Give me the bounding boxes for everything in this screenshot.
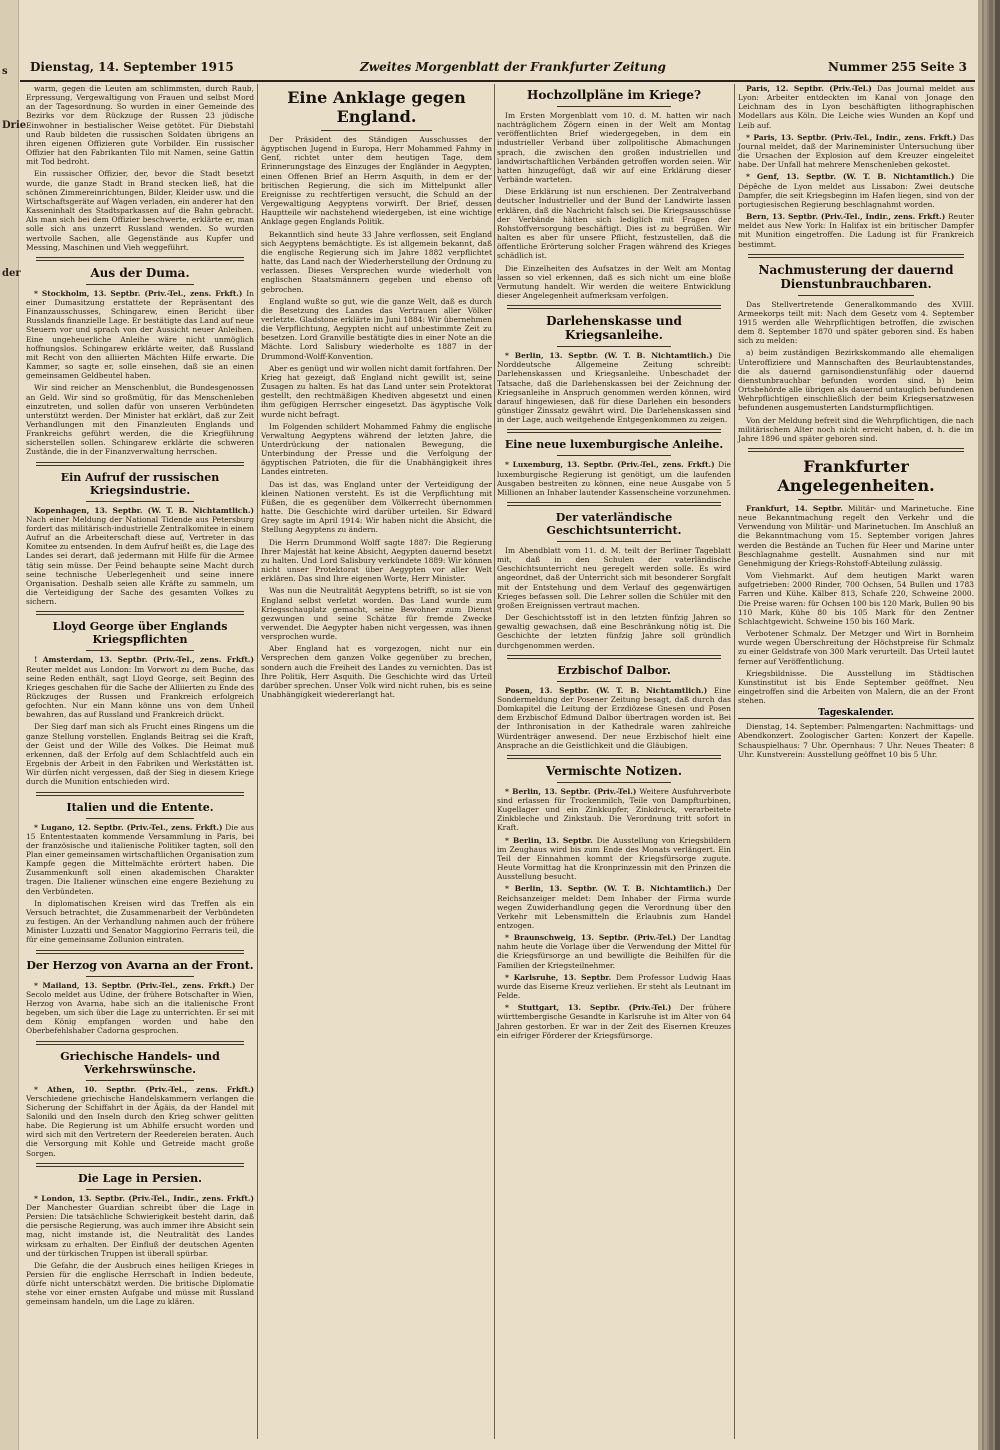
headline-rule — [798, 499, 914, 500]
article-paragraph — [497, 460, 731, 497]
dateline: * Mailand, 13. Septbr. (Priv.-Tel., zens. Frkft.) — [34, 980, 236, 990]
section-separator — [748, 254, 964, 258]
dateline: Bern, 13. Septbr. (Priv.-Tel., Indir., zens. Frkft.) — [746, 212, 946, 222]
article-paragraph — [738, 722, 974, 759]
article-paragraph — [261, 422, 492, 477]
section-separator — [507, 655, 721, 659]
article-paragraph — [738, 571, 974, 626]
paragraph-text: Wir sind reicher an Menschenblut, die Bundesgenossen an Geld. Wir sind so großmütig, für das Menschenleben einzutreten, und sollen dafür von unseren Verbündeten unterstützt werden. Der Minister hat erklärt, daß zur Zeit Verhandlungen mit den Finanzleuten Englands und Frankreichs geführt werden, die die Kriegführung sicherstellen sollen. Schingarew erklärte die schweren Zustände, die in der Finanzverwaltung herrschen. — [26, 383, 254, 457]
header-date: Dienstag, 14. September 1915 — [30, 60, 234, 74]
article-paragraph — [497, 973, 731, 1000]
article-paragraph — [497, 933, 731, 970]
paragraph-text: Im Folgenden schildert Mohammed Fahmy die englische Verwaltung Aegyptens während der letzten Jahre, die Unterdrückung der nationalen Bewegung, die Unterbindung der Presse und die Verfolgung der ägyptischen Patrioten, die für die Unabhängigkeit ihres Landes eintreten. — [261, 421, 492, 477]
article-paragraph — [26, 169, 254, 251]
paragraph-text: Aber England hat es vorgezogen, nicht nur ein Versprechen dem ganzen Volke gegenüber zu brechen, sondern auch die Freiheit des Landes zu vernichten. Das ist Ihre Politik, Herr Asquith. Die Geschichte wird das Urteil darüber sprechen. Unser Volk wird nicht ruhen, bis es seine Unabhängigkeit wiedererlangt hat. — [261, 644, 492, 700]
article-paragraph — [261, 297, 492, 361]
column-3 — [497, 84, 731, 1439]
paragraph-text: Der Reichsanzeiger meldet: Dem Inhaber der Firma wurde wegen Zuwiderhandlung gegen die Verordnung über den Verkehr mit Lebensmitteln die Erlaubnis zum Handel entzogen. — [497, 884, 731, 930]
paragraph-text: Das ist das, was England unter der Verteidigung der kleinen Nationen versteht. Es ist die Verpflichtung mit Füßen, die es gegenüber dem Völkerrecht übernommen hatte. Die Geschichte wird darüber urteilen. Sir Edward Grey sagte im April 1914: Wir haben nicht die Absicht, die Stellung Aegyptens zu ändern. — [261, 479, 492, 535]
article-paragraph — [497, 264, 731, 301]
headline-rule — [86, 284, 194, 285]
article-paragraph — [261, 135, 492, 227]
dateline: * Luxemburg, 13. Septbr. (Priv.-Tel., zens. Frkft.) — [505, 460, 715, 470]
article-headline: Lloyd George über Englands Kriegspflichten — [52, 620, 228, 647]
dateline: Posen, 13. Septbr. (W. T. B. Nichtamtlich.) — [505, 685, 708, 695]
article-paragraph — [26, 506, 254, 607]
dateline: * Stockholm, 13. Septbr. (Priv.-Tel., zens. Frkft.) — [34, 288, 243, 298]
article-paragraph — [26, 84, 254, 166]
headline-rule — [86, 1189, 194, 1190]
paragraph-text: Militär- und Marinetuche. Eine neue Bekanntmachung regelt den Verkehr und die Verwendung von Militär- und Marinetuchen. Im Anschluß an die Bekanntmachung vom 15. September vorigen Jahres werden die Bestände an Tuchen für Heer und Marine unter Beschlagnahme gestellt. Ausnahmen sind nur mit Genehmigung der Kriegs-Rohstoff-Abteilung zulässig. — [738, 504, 975, 568]
paragraph-text: Die Norddeutsche Allgemeine Zeitung schreibt: Darlehenskassen und Kriegsanleihe. Unbeschadet der Tatsache, daß die Darlehenskassen bei der Zeichnung der Kriegsanleihe in Anspruch genommen werden können, wird darauf hingewiesen, daß für diese Darlehen ein besonders günstiger Zinssatz gewährt wird. Die Darlehenskassen sind in der Lage, auch weitgehende Entgegenkommen zu zeigen. — [497, 351, 731, 425]
dateline: * Athen, 10. Septbr. (Priv.-Tel., zens. Frkft.) — [34, 1084, 254, 1094]
paragraph-text: Die luxemburgische Regierung ist genötigt, um die laufenden Ausgaben bestreiten zu können, eine neue Ausgabe von 5 Millionen an Inhaber lautender Kassenscheine vorzunehmen. — [497, 460, 731, 497]
dateline: ! Amsterdam, 13. Septbr. (Priv.-Tel., zens. Frkft.) — [34, 655, 254, 665]
article-headline: Darlehenskasse und Kriegsanleihe. — [546, 314, 682, 343]
article-paragraph — [738, 300, 974, 346]
paragraph-text: Die Dépêche de Lyon meldet aus Lissabon: Zwei deutsche Dampfer, die seit Kriegsbeginn im Hafen liegen, sind von der portugiesischen Regierung beschlagnahmt worden. — [738, 172, 974, 209]
article-paragraph — [26, 1194, 254, 1258]
article-headline: Die Lage in Persien. — [78, 1171, 202, 1185]
section-separator — [507, 755, 721, 759]
headline-rule — [557, 782, 671, 783]
dateline: * Berlin, 13. Septbr. (Priv.-Tel.) — [505, 786, 637, 796]
article-headline: Nachmusterung der dauernd Dienstunbrauchbaren. — [758, 262, 954, 291]
article-paragraph — [26, 655, 254, 719]
paragraph-text: Der Landtag nahm heute die Vorlage über die Verwendung der Mittel für die Kriegsfürsorge an und bewilligte die Beihilfen für die Familien der Kriegsteilnehmer. — [497, 933, 731, 970]
paragraph-text: Ein russischer Offizier, der, bevor die Stadt besetzt wurde, die ganze Stadt in Brand stecken ließ, hat die schönen Zimmereinrichtungen, Bilder, Kleider usw. und die Wirtschaftsgeräte auf Wagen verladen, ein anderer hat den Kasseninhalt des Stadtsparkassen auf die Bahn gebracht. Als man sich bei dem Offizier beschwerte, erklärte er, man solle sich ans unzerrt Russland wenden. So wurden wertvolle Sachen, alle Gegenstände aus Kupfer und Messing, Maschinen und Vieh weggeführt. — [26, 169, 254, 252]
article-paragraph — [738, 348, 974, 412]
headline-rule — [557, 541, 671, 542]
article-paragraph — [497, 111, 731, 184]
paragraph-text: England wußte so gut, wie die ganze Welt, daß es durch die Besetzung des Landes das Vertrauen aller Völker verletzte. Gladstone erklärte im Juni 1884: Wir übernehmen die Verpflichtung, Aegypten nicht auf unbestimmte Zeit zu besetzen. Lord Granville bestätigte dies in einer Note an die Mächte. Lord Salisbury wiederholte es 1887 in der Drummond-Wolff-Konvention. — [261, 296, 492, 361]
left-strip-fragment: Drie — [2, 120, 27, 131]
article-headline: Hochzollpläne im Kriege? — [526, 88, 701, 102]
dateline: * Paris, 13. Septbr. (Priv.-Tel., Indir., zens. Frkft.) — [746, 132, 957, 142]
headline-rule — [557, 681, 671, 682]
headline-rule — [86, 976, 194, 977]
paragraph-text: Der Sieg darf man sich als Frucht eines Ringens um die ganze Stellung vorstellen. Englands Beitrag sei die Kraft, der Geist und der Wille des Volkes. Die Heimat muß erkennen, daß der Erfolg auf dem Schlachtfeld auch ein Ergebnis der Arbeit in den Fabriken und Werkstätten ist. Wir dürfen nicht vergessen, daß der Sieg in diesem Kriege durch die Munition entschieden wird. — [26, 722, 254, 787]
header-page-number: Nummer 255 Seite 3 — [827, 60, 967, 74]
article-paragraph — [497, 1003, 731, 1040]
dateline: * London, 13. Septbr. (Priv.-Tel., Indir., zens. Frkft.) — [34, 1193, 254, 1203]
headline-rule — [86, 650, 194, 651]
column-rule — [734, 84, 735, 1439]
paragraph-text: Eine Sondermeldung der Posener Zeitung besagt, daß durch das Domkapitel die Leitung der Erzdiözese Gnesen und Posen dem Erzbischof Edmund Dalbor übertragen worden ist. Bei der Inthronisation in der Kathedrale waren zahlreiche Würdenträger anwesend. Der neue Erzbischof hielt eine Ansprache an die Geistlichkeit und die Gläubigen. — [497, 685, 731, 750]
paragraph-text: Das Stellvertretende Generalkommando des XVIII. Armeekorps teilt mit: Nach dem Gesetz vom 4. September 1915 werden alle Wehrpflichtigen betroffen, die zwischen dem 8. September 1870 und später geboren sind. Es haben sich zu melden: — [738, 299, 974, 346]
dateline: * Stuttgart, 13. Septbr. (Priv.-Tel.) — [505, 1003, 672, 1013]
paragraph-text: Der Präsident des Ständigen Ausschusses der ägyptischen Jugend in Europa, Herr Mohammed Fahmy in Genf, richtet unter dem heutigen Tage, dem Erinnerungstage des Einzuges der Engländer in Aegypten, einen Offenen Brief an Herrn Asquith, in dem er der britischen Regierung, die sich im Mittelpunkt aller Ereignisse zu rechtfertigen versucht, die Schuld an der Vergewaltigung Aegyptens vorwirft. Der Brief, dessen Hauptteile wir nachstehend wiedergeben, ist eine wichtige Anklage gegen Englands Politik. — [261, 135, 492, 227]
paragraph-text: Die Herrn Drummond Wolff sagte 1887: Die Regierung Ihrer Majestät hat keine Absicht, Aegypten dauernd besetzt zu halten. Und Lord Salisbury verkündete 1889: Wir können nicht unser Protektorat über Aegypten vor aller Welt erklären. Das sind Ihre eigenen Worte, Herr Minister. — [261, 537, 492, 584]
section-separator — [36, 1163, 244, 1167]
article-paragraph — [26, 383, 254, 456]
section-separator — [748, 448, 964, 452]
dateline: * Braunschweig, 13. Septbr. (Priv.-Tel.) — [505, 933, 677, 943]
paragraph-text: In diplomatischen Kreisen wird das Treffen als ein Versuch betrachtet, die Zusammenarbeit der Verbündeten zu festigen. An der Verhandlung nahmen auch der frühere Minister Luzzatti und Senator Maggiorino Ferraris teil, die für eine gemeinsame Zollunion eintraten. — [26, 898, 254, 945]
section-separator — [36, 792, 244, 796]
section-separator — [36, 611, 244, 615]
paragraph-text: Von der Meldung befreit sind die Wehrpflichtigen, die nach militärischem Alter noch nicht erreicht haben, d. h. die im Jahre 1896 und später geboren sind. — [738, 415, 974, 443]
paragraph-text: Die Ausstellung von Kriegsbildern im Zeughaus wird bis zum Ende des Monats verlängert. Ein Teil der Einnahmen kommt der Kriegsfürsorge zugute. Heute Vormittag hat die Kronprinzessin mit den Prinzen die Ausstellung besucht. — [497, 835, 732, 882]
headline-rule — [86, 501, 194, 502]
article-paragraph — [738, 629, 974, 666]
article-paragraph — [261, 364, 492, 419]
paragraph-text: Diese Erklärung ist nun erschienen. Der Zentralverband deutscher Industrieller und der Bund der Landwirte lassen erklären, daß die Nachricht falsch sei. Die Kriegsausschüsse der Verbände hätten sich lediglich mit Fragen der Rohstoffversorgung beschäftigt. Dies ist zu begrüßen. Wir halten es aber für unsere Pflicht, festzustellen, daß die öffentliche Erörterung solcher Fragen während des Krieges schädlich ist. — [497, 187, 731, 261]
paragraph-text: Was nun die Neutralität Aegyptens betrifft, so ist sie von England selbst verletzt worden. Das Land wurde zum Kriegsschauplatz gemacht, seine Bewohner zum Dienst gezwungen und seine Schätze für fremde Zwecke verwendet. Die Aegypter haben nicht vergessen, was ihnen versprochen wurde. — [261, 586, 492, 642]
section-separator — [36, 950, 244, 954]
article-headline: Ein Aufruf der russischen Kriegsindustrie. — [60, 470, 220, 497]
left-strip-fragment: s — [2, 66, 8, 77]
paragraph-text: Kriegsbildnisse. Die Ausstellung im Städtischen Kunstinstitut ist bis Ende September geöffnet. Neu eingetroffen sind die Arbeiten von Malern, die an der Front stehen. — [738, 668, 974, 706]
column-2 — [261, 84, 492, 1439]
paragraph-text: Weitere Ausfuhrverbote sind erlassen für Trockenmilch, Teile von Dampfturbinen, Kugellager und ein Zinkkupfer, Zinkdruck, verarbeitete Zinkbleche und Zinkstaub. Die Verordnung tritt sofort in Kraft. — [497, 786, 731, 833]
headline-rule — [86, 818, 194, 819]
headline-rule — [557, 455, 671, 456]
article-paragraph — [738, 84, 974, 130]
paragraph-text: Der Geschichtsstoff ist in den letzten fünfzig Jahren so gewaltig gewachsen, daß eine Beschränkung nötig ist. Die Geschichte der letzten fünfzig Jahre soll gründlich durchgenommen werden. — [497, 613, 731, 650]
paragraph-text: Das Journal meldet aus Lyon: Arbeiter entdeckten im Kanal von Jonage den Leichnam des in Lyon beschäftigten lithographischen Modellars aus Köln. Die Leiche wies Wunden an Kopf und Leib auf. — [738, 84, 974, 130]
article-paragraph — [26, 981, 254, 1036]
dateline: * Berlin, 13. Septbr. (W. T. B. Nichtamtlich.) — [505, 884, 712, 894]
headline-rule — [557, 346, 671, 347]
article-paragraph — [738, 504, 974, 568]
article-headline: Italien und die Entente. — [66, 800, 214, 814]
column-rule — [494, 84, 495, 1439]
article-headline: Griechische Handels- und Verkehrswünsche. — [60, 1049, 220, 1076]
paragraph-text: Im Abendblatt vom 11. d. M. teilt der Berliner Tageblatt mit, daß in den Schulen der vaterländische Geschichtsunterricht neu geregelt werden solle. Es wird angeordnet, daß der Unterricht sich mit besonderer Sorgfalt mit der Entstehung und dem Verlauf des gegenwärtigen Krieges befassen soll. Die Lehrer sollen die Schüler mit den großen Ereignissen vertraut machen. — [497, 546, 731, 610]
headline-rule — [86, 1080, 194, 1081]
article-paragraph — [261, 538, 492, 584]
section-separator — [507, 305, 721, 309]
article-paragraph — [497, 884, 731, 930]
article-paragraph — [497, 787, 731, 833]
paragraph-text: Verschiedene griechische Handelskammern verlangen die Sicherung der Schiffahrt in der Ägäis, da der Handel mit Saloniki und den Inseln durch den Krieg schwer gelitten habe. Die Regierung ist um Abhilfe ersucht worden und wird sich mit den Vertretern der Reedereien beraten. Auch die Versorgung mit Kohle und Getreide macht große Sorgen. — [26, 1093, 254, 1158]
paragraph-text: Das Journal meldet, daß der Marineminister Untersuchung über die Ursachen der Explosion auf dem Kreuzer eingeleitet habe. Der Unfall hat mehrere Menschenleben gekostet. — [738, 132, 974, 170]
article-paragraph — [26, 722, 254, 786]
dateline: * Berlin, 13. Septbr. (W. T. B. Nichtamtlich.) — [505, 351, 713, 361]
dateline: * Lugano, 12. Septbr. (Priv.-Tel., zens. Frkft.) — [34, 822, 223, 832]
calendar-title: Tageskalender. — [738, 708, 974, 719]
section-separator — [36, 1041, 244, 1045]
column-rule — [257, 84, 258, 1439]
article-headline: Aus der Duma. — [90, 265, 190, 280]
article-headline: Erzbischof Dalbor. — [557, 663, 671, 677]
article-paragraph — [261, 230, 492, 294]
article-paragraph — [261, 644, 492, 699]
paragraph-text: a) beim zuständigen Bezirkskommando alle ehemaligen Unteroffiziere und Mannschaften des Beurlaubtenstandes, die als dauernd garnisondienstunfähig oder dauernd dienstunbrauchbar befunden worden sind. b) beim Ortsbehörde alle übrigen als dauernd untauglich befundenen Wehrpflichtigen einschließlich der beim Kriegsersatzwesen befundenen ausgemusterten Landsturmpflichtigen. — [738, 348, 974, 413]
article-headline: Eine neue luxemburgische Anleihe. — [504, 438, 724, 452]
article-paragraph — [738, 212, 974, 249]
article-paragraph — [26, 289, 254, 381]
paragraph-text: Nach einer Meldung der National Tidende aus Petersburg fordert das militärisch-industrielle Zentralkomitee in einem Aufruf an die Arbeiterschaft diese auf, Vertreter in das Komitee zu entsenden. In dem Aufruf heißt es, die Lage des Landes sei derart, daß jedermann mit Hilfe für die Armee tätig sein müsse. Der Feind behaupte seine Macht durch seine technische Ueberlegenheit und seine innere Organisation. Deshalb seien alle Kräfte zu sammeln, um die Verteidigung der Sache des gesamten Volkes zu sichern. — [26, 514, 254, 607]
paragraph-text: Die Einzelheiten des Aufsatzes in der Welt am Montag lassen so viel erkennen, daß es sich nicht um eine bloße Vermutung handelt. Wir werden die weitere Entwicklung dieser Angelegenheit aufmerksam verfolgen. — [497, 263, 731, 300]
article-paragraph — [26, 1261, 254, 1307]
article-paragraph — [26, 823, 254, 896]
article-paragraph — [497, 836, 731, 882]
dateline: * Berlin, 13. Septbr. — [505, 835, 593, 845]
article-paragraph — [26, 899, 254, 945]
section-separator — [507, 502, 721, 506]
section-separator — [36, 462, 244, 466]
page-stack-edge — [978, 0, 1000, 1450]
article-paragraph — [261, 586, 492, 641]
section-separator — [36, 257, 244, 261]
paragraph-text: Der frühere württembergische Gesandte in Karlsruhe ist im Alter von 64 Jahren gestorben. Er war in der Zeit des Eisernen Kreuzes ein eifriger Förderer der Kriegsfürsorge. — [497, 1003, 731, 1040]
headline-rule — [321, 130, 432, 131]
paragraph-text: Der Secolo meldet aus Udine, der frühere Botschafter in Wien, Herzog von Avarna, habe sich an die italienische Front begeben, um sich über die Lage zu unterrichten. Er sei mit dem König empfangen worden und habe den Oberbefehlshaber Cadorna gesprochen. — [26, 980, 255, 1036]
article-paragraph — [738, 669, 974, 706]
article-paragraph — [738, 416, 974, 443]
paragraph-text: Die aus 15 Ententestaaten kommende Versammlung in Paris, bei der französische und italienische Politiker tagten, soll den Plan einer gemeinsamen wirtschaftlichen Organisation zum Kampfe gegen die Mittelmächte erörtert haben. Die Zusammenkunft soll einen akademischen Charakter tragen. Die Italiener wünschen eine engere Beziehung zu den Verbündeten. — [26, 822, 254, 896]
headline-rule — [798, 295, 914, 296]
dateline: Paris, 12. Septbr. (Priv.-Tel.) — [746, 84, 872, 93]
article-paragraph — [26, 1085, 254, 1158]
paragraph-text: Verbotener Schmalz. Der Metzger und Wirt in Bornheim wurde wegen Überschreitung der Höchstpreise für Schmalz zu einer Geldstrafe von 300 Mark verurteilt. Das Urteil lautet ferner auf Veröffentlichung. — [738, 629, 974, 666]
dateline: * Genf, 13. Septbr. (W. T. B. Nichtamtlich.) — [746, 172, 955, 182]
paragraph-text: Vom Viehmarkt. Auf dem heutigen Markt waren aufgetrieben: 2000 Rinder, 700 Ochsen, 54 Bullen und 1783 Farren und Kühe. Kälber 813, Schafe 220, Schweine 2000. Die Preise waren: für Ochsen 100 bis 120 Mark, Bullen 90 bis 110 Mark, Kühe 80 bis 105 Mark für den Zentner Schlachtgewicht. Schweine 150 bis 160 Mark. — [738, 571, 974, 626]
article-paragraph — [738, 133, 974, 170]
article-paragraph — [261, 480, 492, 535]
article-paragraph — [497, 613, 731, 650]
article-paragraph — [497, 686, 731, 750]
paragraph-text: In einer Dumasitzung erstattete der Repräsentant des Finanzausschusses, Schingarew, einen Bericht über Russlands finanzielle Lage. Er bestätigte das Land auf neue Steuern vor und sprach von der Aussicht neuer Anleihen. Eine ungeheuerliche Anleihe wäre nicht unmöglich hoffnungslos. Schingarew erklärte weiter, daß Russland mit Recht von den alliierten Mächten Hilfe erwarte. Die Kammer, so sagte er, solle einsehen, daß sie an einen gemeinsamen Geldbeutel haben. — [26, 288, 254, 381]
left-strip-fragment: der — [2, 268, 21, 279]
article-paragraph — [738, 172, 974, 209]
column-1 — [26, 84, 254, 1439]
adjacent-page-edge — [0, 0, 27, 1450]
article-paragraph — [497, 187, 731, 260]
paragraph-text: Im Ersten Morgenblatt vom 10. d. M. hatten wir nach nachträglichem Zögern einen in der Welt am Montag veröffentlichten Brief wiedergegeben, in dem ein industrieller Verband über zollpolitische Abmachungen sprach, die zwischen den großen industriellen und landwirtschaftlichen Verbänden getroffen worden seien. Wir hatten hinzugefügt, daß wir auf eine Erklärung dieser Verbände warteten. — [497, 111, 731, 185]
paragraph-text: Der Manchester Guardian schreibt über die Lage in Persien: Die tatsächliche Schwierigkeit besteht darin, daß die persische Regierung, was auch immer ihre Absicht sein mag, nicht imstande ist, die Neutralität des Landes wirksam zu erhalten. Der Einfluß der deutschen Agenten und der türkischen Truppen ist überall spürbar. — [26, 1202, 254, 1258]
paragraph-text: Die Gefahr, die der Ausbruch eines heiligen Krieges in Persien für die englische Herrschaft in Indien bedeute, dürfe nicht unterschätzt werden. Die britische Diplomatie stehe vor einer ernsten Aufgabe und müsse mit Russland gemeinsam handeln, um die Lage zu klären. — [26, 1260, 254, 1307]
paragraph-text: Bekanntlich sind heute 33 Jahre verflossen, seit England sich Aegyptens bemächtigte. Es ist allgemein bekannt, daß die englische Regierung sich im Jahre 1882 verpflichtet hatte, das Land nach der Wiederherstellung der Ordnung zu verlassen. Dieses Versprechen wurde wiederholt von englischen Staatsmännern gegeben und ebenso oft gebrochen. — [261, 229, 492, 294]
article-paragraph — [497, 351, 731, 424]
dateline: * Karlsruhe, 13. Septbr. — [505, 972, 612, 982]
article-headline: Vermischte Notizen. — [546, 763, 682, 778]
article-headline: Der Herzog von Avarna an der Front. — [26, 958, 254, 972]
section-separator — [507, 429, 721, 433]
article-paragraph — [497, 546, 731, 610]
paragraph-text: warm, gegen die Leuten am schlimmsten, durch Raub, Erpressung, Vergewaltigung von Frauen und selbst Mord an der Tagesordnung. So wurden in einer Gemeinde des Bezirks vor dem Rückzuge der Russen 23 jüdische Einwohner in bestialischer Weise getötet. Für Diebstahl und Raub bildeten die russischen Soldaten übrigens an ihren eigenen Offizieren gute Vorbilder. Ein russischer Offizier hat den Fabrikanten Tilo mit Namen, seine Gattin mit Tod bedroht. — [26, 84, 254, 167]
paragraph-text: Dem Professor Ludwig Haas wurde das Eiserne Kreuz verliehen. Er steht als Leutnant im Felde. — [497, 972, 731, 1001]
article-headline: Der vaterländische Geschichtsunterricht. — [546, 511, 682, 537]
dateline: Kopenhagen, 13. Septbr. (W. T. B. Nichtamtlich.) — [34, 505, 254, 515]
column-4 — [738, 84, 974, 1439]
paragraph-text: Reuter meldet aus New York: In Halifax ist ein britischer Dampfer mit Munition eingetroffen. Die Ladung ist für Frankreich bestimmt. — [738, 212, 974, 249]
headline-rule — [557, 106, 671, 107]
header-paper-name: Zweites Morgenblatt der Frankfurter Zeitung — [360, 60, 666, 74]
dateline: Frankfurt, 14. Septbr. — [746, 504, 843, 513]
article-headline: Eine Anklage gegen England. — [287, 88, 466, 126]
paragraph-text: Reuter meldet aus London: Im Vorwort zu dem Buche, das seine Reden enthält, sagt Lloyd George, seit Beginn des Krieges geschahen für die Sache der Alliierten zu Ende des Rückzuges der Russen und Frankreich erfolgreich gefochten. Nur ein Mann könne uns von dem Unheil bewahren, das auf Russland und Frankreich drückt. — [26, 664, 254, 720]
page-header — [20, 58, 975, 82]
article-headline: Frankfurter Angelegenheiten. — [777, 457, 935, 495]
paragraph-text: Dienstag, 14. September: Palmengarten: Nachmittags- und Abendkonzert. Zoologischer Garten: Konzert der Kapelle. Schauspielhaus: 7 Uhr. Opernhaus: 7 Uhr. Neues Theater: 8 Uhr. Kunstverein: Ausstellung geöffnet 10 bis 5 Uhr. — [738, 722, 974, 759]
paragraph-text: Aber es genügt und wir wollen nicht damit fortfahren. Der Krieg hat gezeigt, daß England nicht gewillt ist, seine Zusagen zu halten. Es hat das Land unter sein Protektorat gestellt, den rechtmäßigen Khediven abgesetzt und einen ihm gefügigen Herrscher eingesetzt. Das ägyptische Volk wurde nicht befragt. — [261, 363, 492, 419]
